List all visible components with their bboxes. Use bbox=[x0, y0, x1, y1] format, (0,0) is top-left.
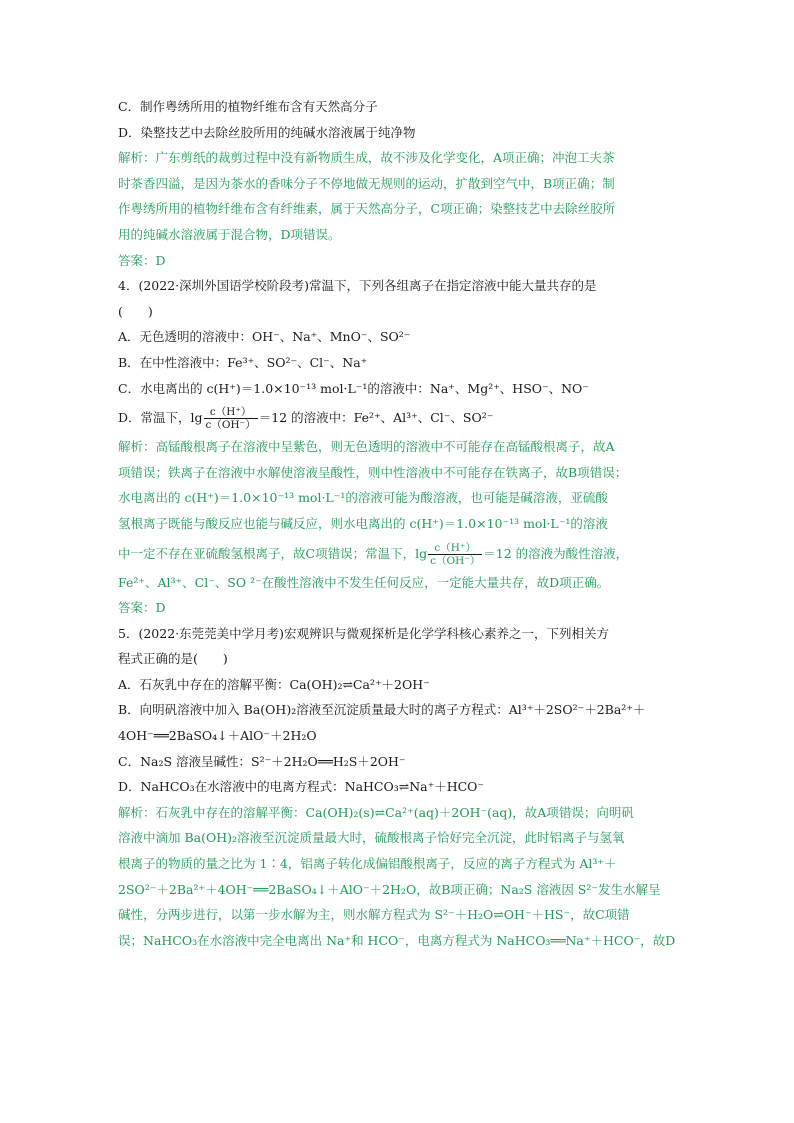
text-line bbox=[118, 902, 678, 928]
line-text: 广东剪纸的裁剪过程中没有新物质生成，故不涉及化学变化，A项正确；冲泡工夫茶 bbox=[155, 150, 615, 166]
line-text: 根离子的物质的量之比为 1∶4，铝离子转化成偏铝酸根离子，反应的离子方程式为 Al³⁺＋ bbox=[118, 856, 617, 872]
line-text: 氢根离子既能与酸反应也能与碱反应，则水电离出的 c(H⁺)＝1.0×10⁻¹³ mol·L⁻¹的溶液 bbox=[118, 515, 608, 531]
text-line bbox=[118, 273, 678, 299]
fraction-suffix: ＝12 的溶液中：Fe²⁺、Al³⁺、Cl⁻、SO²⁻ bbox=[258, 410, 494, 426]
line-text: A．石灰乳中存在的溶解平衡：Ca(OH)₂⇌Ca²⁺＋2OH⁻ bbox=[118, 676, 430, 692]
text-block-2 bbox=[118, 434, 678, 536]
text-line bbox=[118, 800, 678, 826]
line-text: 溶液中滴加 Ba(OH)₂溶液至沉淀质量最大时，硫酸根离子恰好完全沉淀，此时铝离子与氢氧 bbox=[118, 830, 625, 846]
fraction-prefix: D．常温下，lg bbox=[118, 410, 203, 426]
fraction-prefix: 中一定不存在亚硫酸氢根离子，故C项错误；常温下，lg bbox=[118, 545, 428, 561]
analysis-fraction-line bbox=[118, 537, 678, 570]
text-line bbox=[118, 877, 678, 903]
text-line bbox=[118, 928, 678, 954]
line-text: B．向明矾溶液中加入 Ba(OH)₂溶液至沉淀质量最大时的离子方程式：Al³⁺＋2SO²⁻＋2Ba²⁺＋ bbox=[118, 702, 646, 718]
text-line bbox=[118, 825, 678, 851]
text-line bbox=[118, 376, 678, 402]
text-line bbox=[118, 570, 678, 596]
line-text: 时茶香四溢，是因为茶水的香味分子不停地做无规则的运动，扩散到空气中，B项正确；制 bbox=[118, 175, 615, 191]
text-line bbox=[118, 196, 678, 222]
text-line bbox=[118, 94, 678, 120]
fraction bbox=[428, 542, 482, 567]
text-line bbox=[118, 145, 678, 171]
line-text: Fe²⁺、Al³⁺、Cl⁻、SO ²⁻在酸性溶液中不发生任何反应，一定能大量共存，故D项正确。 bbox=[118, 574, 610, 590]
text-line bbox=[118, 350, 678, 376]
text-line bbox=[118, 171, 678, 197]
line-text: C．制作粤绣所用的植物纤维布含有天然高分子 bbox=[118, 99, 378, 114]
line-text: 解析：高锰酸根离子在溶液中呈紫色，则无色透明的溶液中不可能存在高锰酸根离子，故A bbox=[118, 439, 615, 455]
text-line bbox=[118, 749, 678, 775]
line-text: ( ) bbox=[118, 303, 153, 319]
analysis-label: 解析： bbox=[118, 150, 156, 166]
line-text: 2SO²⁻＋2Ba²⁺＋4OH⁻══2BaSO₄↓＋AlO⁻＋2H₂O，故B项正确；Na₂S 溶液因 S²⁻发生水解呈 bbox=[118, 881, 661, 897]
text-line bbox=[118, 511, 678, 537]
option-d-fraction-line bbox=[118, 401, 678, 434]
line-text: C．水电离出的 c(H⁺)＝1.0×10⁻¹³ mol·L⁻¹的溶液中：Na⁺、Mg²⁺、HSO⁻、NO⁻ bbox=[118, 380, 589, 396]
line-text: 水电离出的 c(H⁺)＝1.0×10⁻¹³ mol·L⁻¹的溶液可能为酸溶液，也可能是碱溶液，亚硫酸 bbox=[118, 490, 608, 506]
text-line bbox=[118, 621, 678, 647]
text-line bbox=[118, 120, 678, 146]
line-text: 4OH⁻══2BaSO₄↓＋AlO⁻＋2H₂O bbox=[118, 728, 317, 744]
text-line bbox=[118, 485, 678, 511]
text-line bbox=[118, 851, 678, 877]
question-content bbox=[118, 94, 678, 953]
text-line bbox=[118, 646, 678, 672]
line-text: C．Na₂S 溶液呈碱性：S²⁻＋2H₂O══H₂S＋2OH⁻ bbox=[118, 753, 406, 769]
fraction bbox=[204, 406, 258, 431]
line-text: 解析：石灰乳中存在的溶解平衡：Ca(OH)₂(s)⇌Ca²⁺(aq)＋2OH⁻(aq)，故A项错误；向明矾 bbox=[118, 804, 634, 820]
text-block-1 bbox=[118, 94, 678, 401]
text-line bbox=[118, 672, 678, 698]
line-text: D．染整技艺中去除丝胶所用的纯碱水溶液属于纯净物 bbox=[118, 124, 416, 140]
line-text: 程式正确的是( ) bbox=[118, 651, 228, 667]
text-line bbox=[118, 460, 678, 486]
text-line bbox=[118, 723, 678, 749]
text-line bbox=[118, 248, 678, 274]
fraction-denominator: c（OH⁻） bbox=[430, 554, 481, 567]
text-line bbox=[118, 324, 678, 350]
line-text: 4．(2022·深圳外国语学校阶段考)常温下，下列各组离子在指定溶液中能大量共存的是 bbox=[118, 278, 597, 294]
fraction-numerator: c（H⁺） bbox=[428, 542, 482, 555]
line-text: 碱性，分两步进行，以第一步水解为主，则水解方程式为 S²⁻＋H₂O⇌OH⁻＋HS⁻，故C项错 bbox=[118, 907, 630, 923]
text-line bbox=[118, 434, 678, 460]
text-line bbox=[118, 299, 678, 325]
fraction-numerator: c（H⁺） bbox=[204, 406, 258, 419]
line-text: 答案：D bbox=[118, 252, 166, 268]
line-text: 误；NaHCO₃在水溶液中完全电离出 Na⁺和 HCO⁻，电离方程式为 NaHCO₃══Na⁺＋HCO⁻，故D bbox=[118, 932, 676, 948]
line-text: 用的纯碱水溶液属于混合物，D项错误。 bbox=[118, 226, 341, 242]
fraction-suffix: ＝12 的溶液为酸性溶液， bbox=[483, 545, 629, 561]
text-line bbox=[118, 222, 678, 248]
text-block-3 bbox=[118, 570, 678, 954]
line-text: B．在中性溶液中：Fe³⁺、SO²⁻、Cl⁻、Na⁺ bbox=[118, 354, 368, 370]
line-text: D．NaHCO₃在水溶液中的电离方程式：NaHCO₃⇌Na⁺＋HCO⁻ bbox=[118, 779, 485, 795]
line-text: 答案：D bbox=[118, 600, 166, 616]
line-text: 5．(2022·东莞莞美中学月考)宏观辨识与微观探析是化学学科核心素养之一，下列相关方 bbox=[118, 625, 609, 641]
line-text: 项错误；铁离子在溶液中水解使溶液呈酸性，则中性溶液中不可能存在铁离子，故B项错误； bbox=[118, 464, 628, 480]
text-line bbox=[118, 774, 678, 800]
text-line bbox=[118, 595, 678, 621]
line-text: 作粤绣所用的植物纤维布含有纤维素，属于天然高分子，C项正确；染整技艺中去除丝胶所 bbox=[118, 201, 616, 217]
text-line bbox=[118, 697, 678, 723]
line-text: A．无色透明的溶液中：OH⁻、Na⁺、MnO⁻、SO²⁻ bbox=[118, 329, 411, 345]
fraction-denominator: c（OH⁻） bbox=[205, 419, 256, 432]
